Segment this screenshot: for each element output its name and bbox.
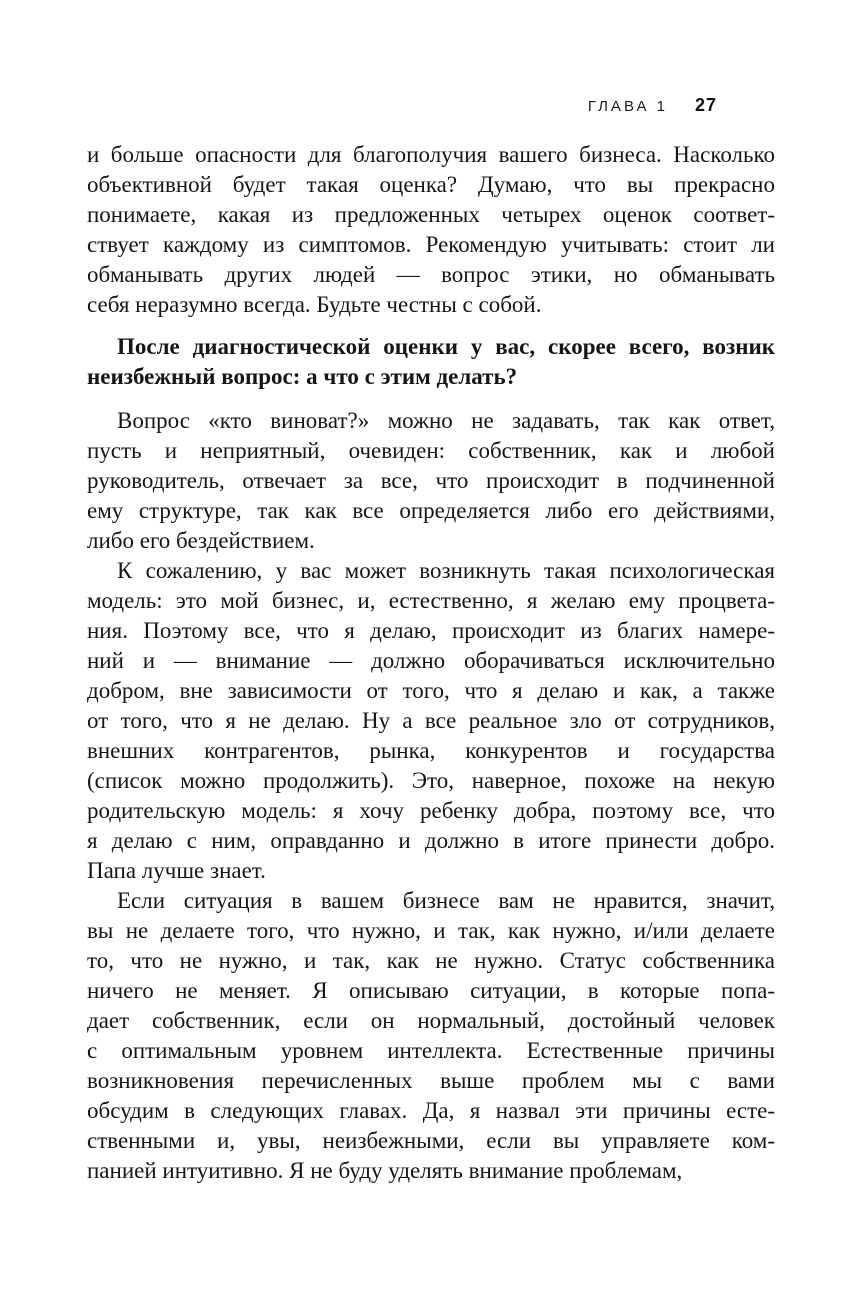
text-line: пусть и неприятный, очевиден: собственник, как и любой	[87, 438, 775, 463]
paragraph	[87, 556, 775, 886]
text-line: (список можно продолжить). Это, наверное, похоже на некую	[87, 768, 775, 793]
text-line: модель: это мой бизнес, и, естественно, я желаю ему процвета-	[87, 588, 775, 613]
running-head	[588, 95, 717, 116]
text-line: руководитель, отвечает за все, что происходит в подчиненной	[87, 468, 775, 493]
text-line: К сожалению, у вас может возникнуть такая психологическая	[117, 558, 775, 583]
text-line: либо его бездействием.	[87, 528, 315, 553]
text-line: родительскую модель: я хочу ребенку добра, поэтому все, что	[87, 798, 775, 823]
text-line: и больше опасности для благополучия вашего бизнеса. Насколько	[87, 142, 775, 167]
body-text-block	[87, 140, 775, 1186]
text-line: вы не делаете того, что нужно, и так, как нужно, и/или делаете	[87, 918, 775, 943]
text-line: себя неразумно всегда. Будьте честны с собой.	[87, 292, 542, 317]
paragraph	[87, 332, 775, 392]
chapter-label: ГЛАВА 1	[587, 98, 668, 115]
text-line: ничего не меняет. Я описываю ситуации, в которые попа-	[87, 978, 775, 1003]
text-line: ний и — внимание — должно оборачиваться исключительно	[87, 648, 775, 673]
paragraph	[87, 886, 775, 1186]
text-line: внешних контрагентов, рынка, конкурентов и государства	[87, 738, 775, 763]
text-line: После диагностической оценки у вас, скорее всего, возник	[117, 334, 775, 359]
text-line: ственными и, увы, неизбежными, если вы управляете ком-	[87, 1128, 775, 1153]
page-number: 27	[694, 95, 717, 115]
text-line: от того, что я не делаю. Ну а все реальное зло от сотрудников,	[87, 708, 775, 733]
text-line: неизбежный вопрос: а что с этим делать?	[87, 364, 518, 389]
text-line: с оптимальным уровнем интеллекта. Естественные причины	[87, 1038, 775, 1063]
text-line: обсудим в следующих главах. Да, я назвал эти причины есте-	[87, 1098, 775, 1123]
text-line: то, что не нужно, и так, как не нужно. Статус собственника	[87, 948, 775, 973]
text-line: дает собственник, если он нормальный, достойный человек	[87, 1008, 775, 1033]
paragraph	[87, 406, 775, 556]
text-line: возникновения перечисленных выше проблем мы с вами	[87, 1068, 775, 1093]
text-line: добром, вне зависимости от того, что я делаю и как, а также	[87, 678, 775, 703]
text-line: понимаете, какая из предложенных четырех оценок соответ-	[87, 202, 775, 227]
text-line: ствует каждому из симптомов. Рекомендую учитывать: стоит ли	[87, 232, 775, 257]
text-line: я делаю с ним, оправданно и должно в итоге принести добро.	[87, 828, 775, 853]
text-line: Вопрос «кто виноват?» можно не задавать, так как ответ,	[117, 408, 775, 433]
text-line: панией интуитивно. Я не буду уделять внимание проблемам,	[87, 1158, 683, 1183]
text-line: объективной будет такая оценка? Думаю, что вы прекрасно	[87, 172, 775, 197]
text-line: Если ситуация в вашем бизнесе вам не нравится, значит,	[117, 888, 775, 913]
text-line: обманывать других людей — вопрос этики, но обманывать	[87, 262, 775, 287]
paragraph	[87, 140, 775, 320]
text-line: ния. Поэтому все, что я делаю, происходит из благих намере-	[87, 618, 775, 643]
text-line: ему структуре, так как все определяется либо его действиями,	[87, 498, 775, 523]
text-line: Папа лучше знает.	[87, 858, 266, 883]
